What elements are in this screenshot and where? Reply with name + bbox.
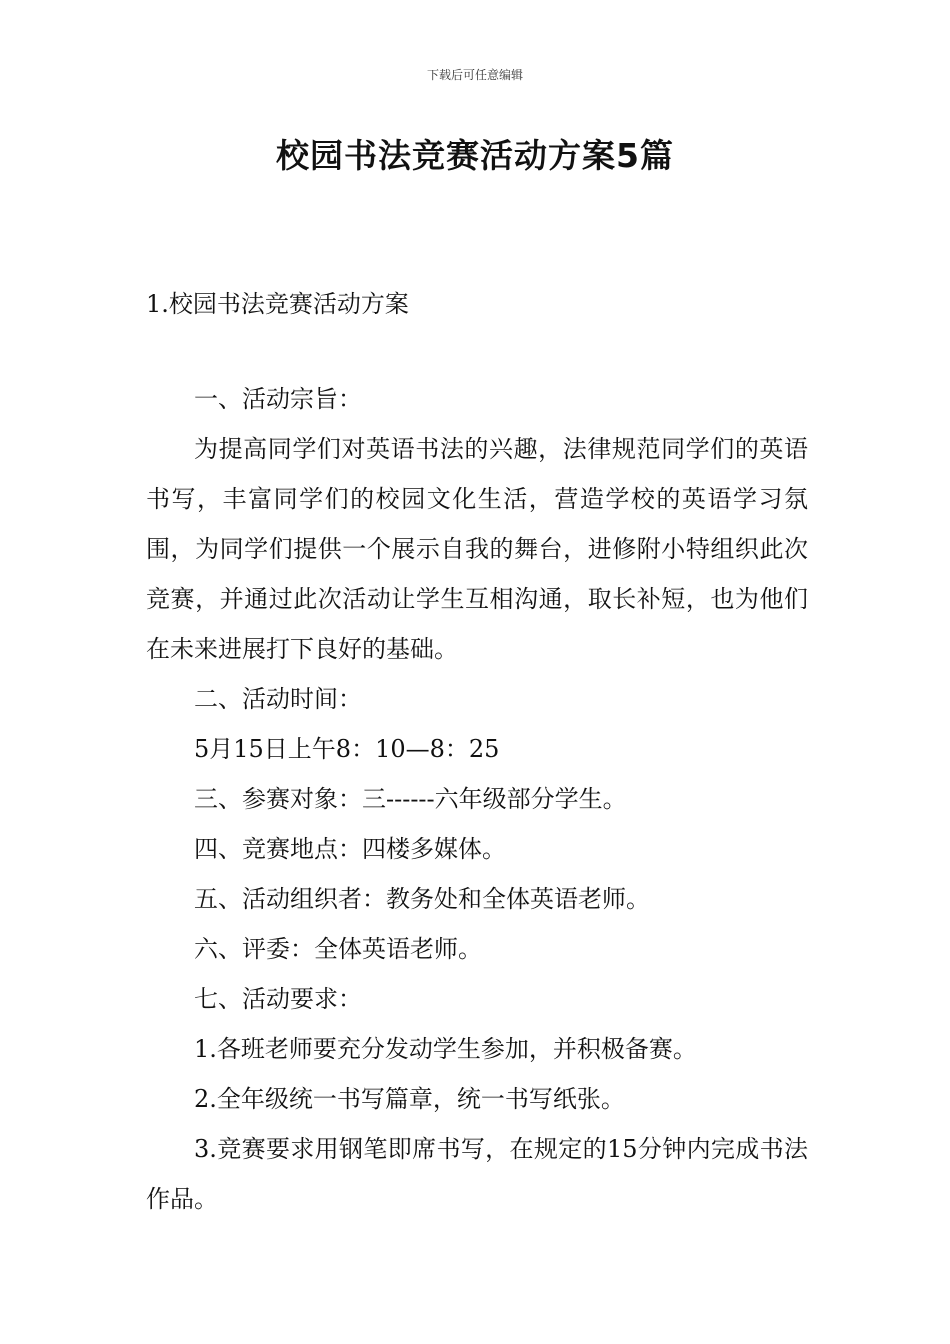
requirement-item: 2.全年级统一书写篇章，统一书写纸张。 [194,1085,625,1113]
header-note: 下载后可任意编辑 [426,68,523,82]
requirement-item: 1.各班老师要充分发动学生参加，并积极备赛。 [194,1035,697,1063]
requirement-item: 3.竞赛要求用钢笔即席书写，在规定的15分钟内完成书法作品。 [146,1135,808,1213]
heading-time: 二、活动时间： [194,685,362,713]
paragraph-location: 四、竞赛地点：四楼多媒体。 [194,835,506,863]
heading-requirements: 七、活动要求： [194,985,362,1013]
paragraph-participants: 三、参赛对象：三------六年级部分学生。 [194,785,627,813]
paragraph-organizer: 五、活动组织者：教务处和全体英语老师。 [194,885,650,913]
paragraph-time: 5月15日上午8：10—8：25 [194,735,500,763]
heading-purpose: 一、活动宗旨： [194,385,362,413]
document-body [146,374,808,1224]
section-heading: 1.校园书法竞赛活动方案 [146,290,409,318]
paragraph-judges: 六、评委：全体英语老师。 [194,935,482,963]
document-title: 校园书法竞赛活动方案5篇 [276,136,674,175]
paragraph-purpose: 为提高同学们对英语书法的兴趣，法律规范同学们的英语书写，丰富同学们的校园文化生活，营造学校的英语学习氛围，为同学们提供一个展示自我的舞台，进修附小特组织此次竞赛，并通过此次活动让学生互相沟通，取长补短，也为他们在未来进展打下良好的基础。 [146,435,808,663]
